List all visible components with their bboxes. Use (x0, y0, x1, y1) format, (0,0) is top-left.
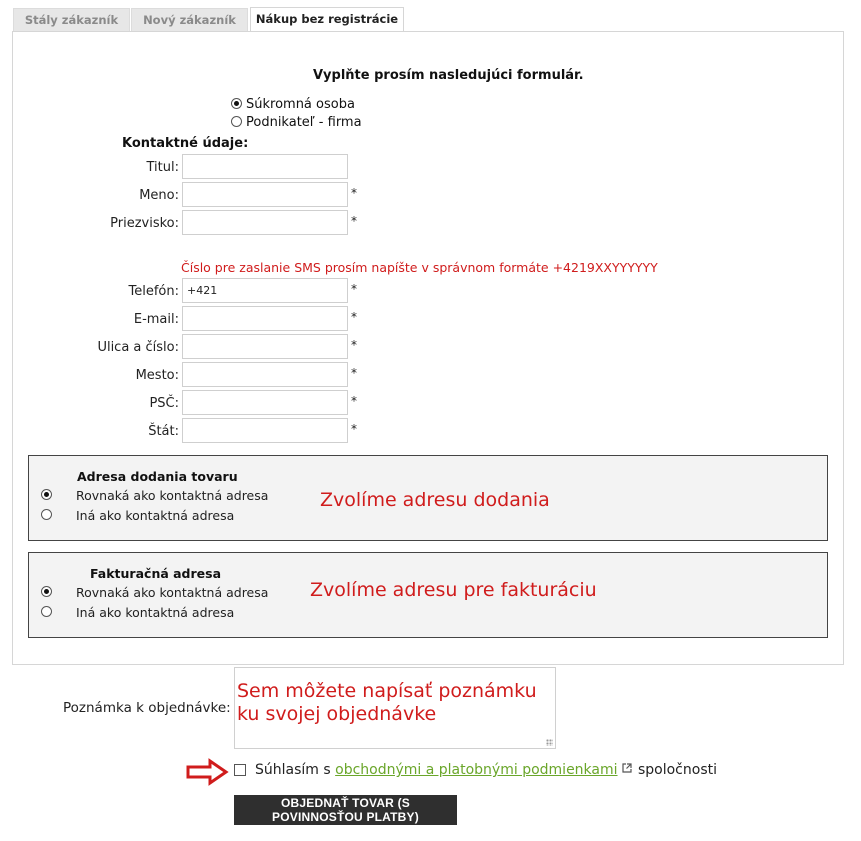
radio-delivery-other[interactable] (41, 509, 52, 520)
radio-sukromna-osoba[interactable] (231, 98, 242, 109)
required-mark: * (351, 338, 357, 352)
radio-label-billing-other: Iná ako kontaktná adresa (76, 605, 235, 620)
red-arrow-icon (186, 758, 230, 786)
required-mark: * (351, 366, 357, 380)
label-ulica: Ulica a číslo: (97, 340, 179, 355)
required-mark: * (351, 394, 357, 408)
radio-billing-same[interactable] (41, 586, 52, 597)
radio-label-podnikatel-firma: Podnikateľ - firma (246, 115, 362, 130)
order-note-text: Sem môžete napísať poznámku ku svojej objednávke (237, 680, 537, 725)
radio-label-delivery-same: Rovnaká ako kontaktná adresa (76, 488, 269, 503)
form-title: Vyplňte prosím nasledujúci formulár. (313, 68, 584, 83)
psc-field[interactable] (182, 390, 348, 415)
label-stat: Štát: (148, 424, 179, 439)
terms-suffix: spoločnosti (637, 762, 717, 778)
billing-annotation: Zvolíme adresu pre fakturáciu (310, 579, 597, 601)
tab-staly-zakaznik[interactable]: Stály zákazník (13, 8, 130, 31)
label-meno: Meno: (139, 188, 179, 203)
label-psc: PSČ: (149, 396, 179, 411)
email-field[interactable] (182, 306, 348, 331)
required-mark: * (351, 282, 357, 296)
radio-podnikatel-firma[interactable] (231, 116, 242, 127)
radio-label-billing-same: Rovnaká ako kontaktná adresa (76, 585, 269, 600)
order-note-textarea[interactable] (234, 667, 556, 749)
billing-address-box (28, 552, 828, 638)
required-mark: * (351, 214, 357, 228)
mesto-field[interactable] (182, 362, 348, 387)
telefon-field[interactable] (182, 278, 348, 303)
delivery-annotation: Zvolíme adresu dodania (320, 489, 550, 511)
terms-text (255, 762, 717, 778)
terms-link[interactable]: obchodnými a platobnými podmienkami (335, 762, 618, 778)
contact-heading: Kontaktné údaje: (122, 136, 249, 151)
label-mesto: Mesto: (135, 368, 179, 383)
label-titul: Titul: (146, 160, 179, 175)
titul-field[interactable] (182, 154, 348, 179)
tab-nakup-bez-registracie[interactable]: Nákup bez registrácie (250, 7, 404, 32)
radio-label-delivery-other: Iná ako kontaktná adresa (76, 508, 235, 523)
billing-address-title: Fakturačná adresa (90, 566, 222, 581)
resize-grip-icon[interactable] (546, 739, 553, 746)
ulica-field[interactable] (182, 334, 348, 359)
required-mark: * (351, 310, 357, 324)
order-submit-button[interactable]: OBJEDNAŤ TOVAR (S POVINNOSŤOU PLATBY) (234, 795, 457, 825)
tab-novy-zakaznik[interactable]: Nový zákazník (131, 8, 248, 31)
radio-label-sukromna-osoba: Súkromná osoba (246, 97, 355, 112)
stat-field[interactable] (182, 418, 348, 443)
radio-billing-other[interactable] (41, 606, 52, 617)
terms-prefix: Súhlasím s (255, 762, 331, 778)
sms-format-note: Číslo pre zaslanie SMS prosím napíšte v správnom formáte +4219XXYYYYYY (181, 260, 658, 275)
required-mark: * (351, 422, 357, 436)
order-note-label: Poznámka k objednávke: (63, 700, 231, 716)
priezvisko-field[interactable] (182, 210, 348, 235)
external-link-icon (622, 763, 632, 773)
radio-delivery-same[interactable] (41, 489, 52, 500)
delivery-address-title: Adresa dodania tovaru (77, 469, 238, 484)
meno-field[interactable] (182, 182, 348, 207)
required-mark: * (351, 186, 357, 200)
delivery-address-box (28, 455, 828, 541)
label-priezvisko: Priezvisko: (110, 216, 179, 231)
label-telefon: Telefón: (128, 284, 179, 299)
label-email: E-mail: (133, 312, 179, 327)
terms-checkbox[interactable] (234, 764, 246, 776)
